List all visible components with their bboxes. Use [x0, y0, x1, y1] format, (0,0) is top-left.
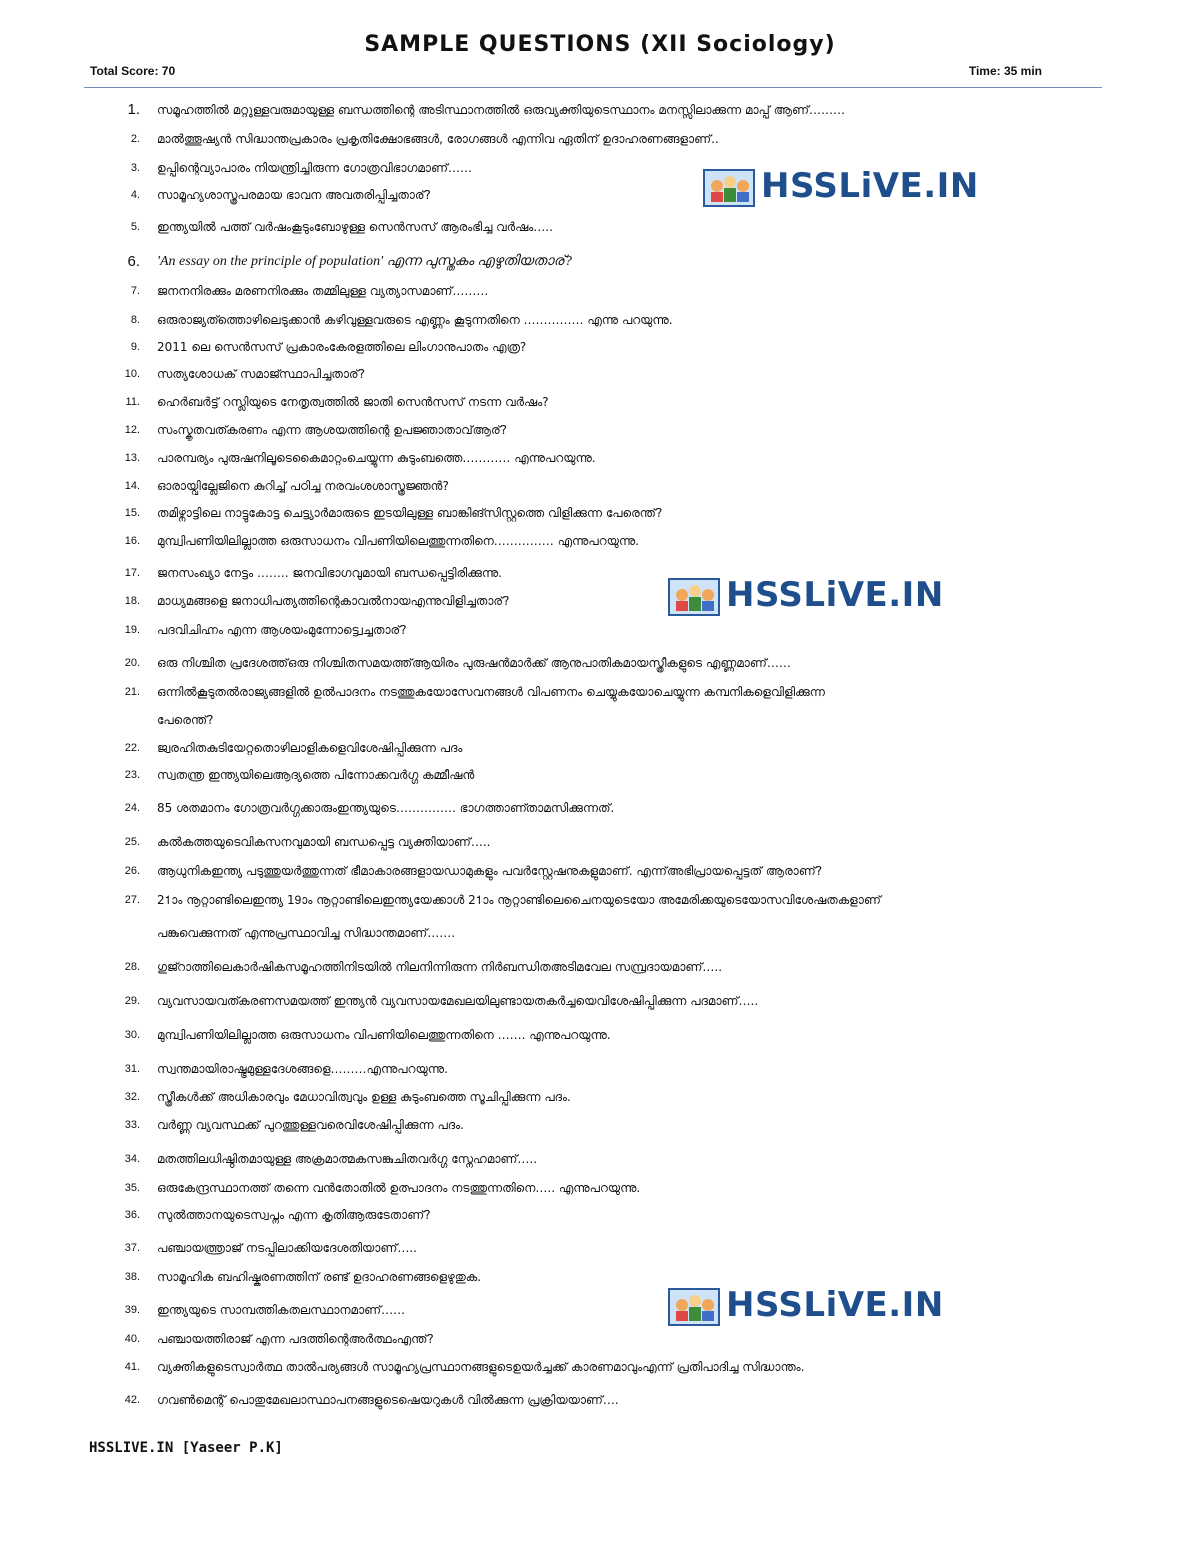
question-text: ഒരു നിശ്ചിത പ്രദേശത്ത്ഒരു നിശ്ചിതസമയത്ത്ആയിരം പുരുഷൻമാർക്ക് ആനുപാതികമായസ്ത്രീകളുടെ എണ്ണമാണ്…… [157, 656, 791, 670]
question-text: ഗുജ്റാത്തിലെകാർഷികസമൂഹത്തിനിടയിൽ നിലനിന്നിരുന്ന നിർബന്ധിതഅടിമവേല സമ്പ്രദായമാണ്….. [157, 960, 723, 974]
question-text: പഞ്ചായത്തിരാജ് എന്ന പദത്തിന്റെഅർത്ഥംഎന്ത്? [157, 1332, 434, 1346]
question-text: തമിഴ്നാട്ടിലെ നാട്ടുകോട്ട ചെട്ട്യാർമാരുടെ ഇടയിലുള്ള ബാങ്കിങ്സിസ്റ്റത്തെ വിളിക്കുന്ന പേരെന്ത്? [157, 506, 663, 520]
question-number: 39. [124, 1304, 140, 1316]
question-text: പഞ്ചായത്ത്രാജ് നടപ്പിലാക്കിയദേശതിയാണ്….. [157, 1241, 418, 1255]
question-number: 30. [124, 1029, 140, 1041]
watermark-text: HSSLiVE.IN [761, 166, 979, 206]
watermark-2 [668, 571, 944, 621]
question-number: 15. [124, 507, 140, 519]
hsslive-logo-icon [703, 168, 755, 208]
question-number: 4. [130, 189, 140, 201]
question-text: കൽകത്തയുടെവികസനവുമായി ബന്ധപ്പെട്ട വ്യക്തിയാണ്….. [157, 835, 491, 849]
question-text: വ്യവസായവത്കരണസമയത്ത് ഇന്ത്യൻ വ്യവസായമേഖലയിലുണ്ടായതകർച്ചയെവിശേഷിപ്പിക്കുന്ന പദമാണ്….. [157, 994, 759, 1008]
question-number: 25. [124, 836, 140, 848]
page-title: SAMPLE QUESTIONS (XII Sociology) [364, 32, 836, 57]
question-text: 21ാം നൂറ്റാണ്ടിലെഇന്ത്യ 19ാം നൂറ്റാണ്ടിലെഇന്ത്യയേക്കാൾ 21ാം നൂറ്റാണ്ടിലെചൈനയുടെയോ അമേരിക്കയുടെയോസവിശേഷതകളാണ് [157, 893, 881, 907]
total-score: Total Score: 70 [90, 64, 176, 78]
question-text: ഒരുരാജ്യത്ത്തൊഴിലെടുക്കാൻ കഴിവുള്ളവരുടെ എണ്ണം കൂടുന്നതിനെ …………… എന്നു പറയുന്നു. [157, 313, 673, 327]
hsslive-logo-icon [668, 577, 720, 617]
question-number: 19. [124, 624, 140, 636]
question-text: വർണ്ണ വ്യവസ്ഥക്ക് പുറത്തുള്ളവരെവിശേഷിപ്പിക്കുന്ന പദം. [157, 1118, 464, 1132]
question-text: സാമൂഹ്യശാസ്ത്രപരമായ ഭാവന അവതരിപ്പിച്ചതാര്? [157, 188, 431, 202]
question-number: 32. [124, 1091, 140, 1103]
question-text: മുമ്പ്വിപണിയിലില്ലാത്ത ഒരുസാധനം വിപണിയിലെത്തുന്നതിനെ…………… എന്നുപറയുന്നു. [157, 534, 639, 548]
question-text: സംസ്കൃതവത്കരണം എന്ന ആശയത്തിന്റെ ഉപജ്ഞാതാവ്ആര്? [157, 423, 507, 437]
question-text: സ്ത്രീകൾക്ക് അധികാരവും മേധാവിത്വവും ഉള്ള കുടുംബത്തെ സൂചിപ്പിക്കുന്ന പദം. [157, 1090, 571, 1104]
question-text: ഗവൺമെന്റ് പൊതുമേഖലാസ്ഥാപനങ്ങളുടെഷെയറുകൾ വിൽക്കുന്ന പ്രക്രിയയാണ്…. [157, 1393, 619, 1407]
header-divider [84, 87, 1102, 88]
question-text: മതത്തിലധിഷ്ഠിതമായുള്ള അക്രമാത്മകസങ്കുചിതവർഗ്ഗ സ്നേഹമാണ്….. [157, 1152, 538, 1166]
question-text: സ്വന്തമായിരാഷ്ട്രമുള്ളദേശങ്ങളെ………എന്നുപറയുന്നു. [157, 1062, 448, 1076]
question-number: 26. [124, 865, 140, 877]
question-text: ഓരായ്വില്ലേജിനെ കുറിച്ച് പഠിച്ച നരവംശശാസ്ത്രജ്ഞൻ? [157, 479, 449, 493]
question-text: ഒന്നിൽകൂടുതൽരാജ്യങ്ങളിൽ ഉൽപാദനം നടത്തുകയോസേവനങ്ങൾ വിപണനം ചെയ്യുകയോചെയ്യുന്ന കമ്പനികളെവിളിക്കുന്ന [157, 685, 825, 699]
question-number: 37. [124, 1242, 140, 1254]
question-text: ഇന്ത്യയുടെ സാമ്പത്തികതലസ്ഥാനമാണ്…… [157, 1303, 406, 1317]
question-number: 16. [124, 535, 140, 547]
question-text: ഉപ്പിന്റെവ്യാപാരം നിയന്ത്രിച്ചിരുന്ന ഗോത്രവിഭാഗമാണ്…… [157, 161, 472, 175]
watermark-text: HSSLiVE.IN [726, 1285, 944, 1325]
question-text: ജനസംഖ്യാ നേട്ടം …….. ജനവിഭാഗവുമായി ബന്ധപ്പെട്ടിരിക്കുന്നു. [157, 566, 502, 580]
question-text: സാമൂഹിക ബഹിഷ്കരണത്തിന് രണ്ട് ഉദാഹരണങ്ങളെഴുതുക. [157, 1270, 482, 1284]
question-number: 13. [124, 452, 140, 464]
question-number: 6. [127, 253, 140, 270]
question-text: ജ്വരഹിതകുടിയേറ്റതൊഴിലാളികളെവിശേഷിപ്പിക്കുന്ന പദം [157, 741, 463, 755]
question-text: പാരമ്പര്യം പുരുഷനിലൂടെകൈമാറ്റംചെയ്യുന്ന കുടുംബത്തെ………… എന്നുപറയുന്നു. [157, 451, 596, 465]
question-number: 36. [124, 1209, 140, 1221]
question-text: 'An essay on the principle of population' എന്ന പുസ്തകം എഴുതിയതാര്? [157, 254, 572, 269]
question-number: 9. [130, 341, 140, 353]
question-text-continued: പങ്കുവെക്കുന്നത് എന്നുപ്രസ്ഥാവിച്ച സിദ്ധാന്തമാണ്……. [157, 926, 456, 940]
question-text: സത്യശോധക് സമാജ്സ്ഥാപിച്ചതാര്? [157, 367, 365, 381]
question-number: 31. [124, 1063, 140, 1075]
question-text: മാൽത്തൂഷ്യൻ സിദ്ധാന്തപ്രകാരം പ്രകൃതിക്ഷോഭങ്ങൾ, രോഗങ്ങൾ എന്നിവ ഏതിന് ഉദാഹരണങ്ങളാണ്.. [157, 132, 719, 146]
question-text: സുൽത്താനയുടെസ്വപ്നം എന്ന കൃതിആരുടേതാണ്? [157, 1208, 431, 1222]
question-text: ഇന്ത്യയിൽ പത്ത് വർഷംകൂടുംബോഴുള്ള സെൻസസ് ആരംഭിച്ച വർഷം….. [157, 220, 553, 234]
question-number: 17. [124, 567, 140, 579]
question-number: 40. [124, 1333, 140, 1345]
question-text: ഹെർബർട്ട് റസ്ലിയുടെ നേതൃത്വത്തിൽ ജാതി സെൻസസ് നടന്ന വർഷം? [157, 395, 549, 409]
question-number: 29. [124, 995, 140, 1007]
question-text: 2011 ലെ സെൻസസ് പ്രകാരംകേരളത്തിലെ ലിംഗാനുപാതം എത്ര? [157, 340, 527, 354]
question-text: ജനനനിരക്കും മരണനിരക്കും തമ്മിലുള്ള വ്യത്യാസമാണ്……… [157, 284, 489, 298]
question-number: 18. [124, 595, 140, 607]
question-text: മുമ്പ്വിപണിയിലില്ലാത്ത ഒരുസാധനം വിപണിയിലെത്തുന്നതിനെ ……. എന്നുപറയുന്നു. [157, 1028, 611, 1042]
question-number: 27. [124, 894, 140, 906]
footer-credit: HSSLIVE.IN [Yaseer P.K] [89, 1440, 283, 1456]
question-text: ആധുനികഇന്ത്യ പടുത്തുയർത്തുന്നത് ഭീമാകാരങ്ങളായഡാമുകളും പവർസ്റ്റേഷനുകളുമാണ്. എന്ന്അഭിപ്രായപ്പെട്ടത് ആരാണ്? [157, 864, 823, 878]
question-text-continued: പേരെന്ത്? [157, 713, 214, 727]
question-number: 8. [130, 314, 140, 326]
question-number: 10. [124, 368, 140, 380]
question-number: 22. [124, 742, 140, 754]
question-number: 23. [124, 769, 140, 781]
question-text: പദവിചിഹ്നം എന്ന ആശയംമുന്നോട്ട്വെച്ചതാര്? [157, 623, 407, 637]
question-number: 20. [124, 657, 140, 669]
question-text: സമൂഹത്തിൽ മറ്റുള്ളവരുമായുള്ള ബന്ധത്തിന്റെ അടിസ്ഥാനത്തിൽ ഒരുവ്യക്തിയുടെസ്ഥാനം മനസ്സിലാക്കുന്ന മാപ്പ് ആണ്……… [157, 103, 845, 117]
question-number: 11. [125, 396, 140, 408]
question-number: 14. [124, 480, 140, 492]
watermark-text: HSSLiVE.IN [726, 575, 944, 615]
watermark-1 [703, 162, 979, 212]
question-text: 85 ശതമാനം ഗോത്രവർഗ്ഗക്കാരുംഇന്ത്യയുടെ…………… ഭാഗത്താണ്താമസിക്കുന്നത്. [157, 801, 615, 815]
question-number: 21. [124, 686, 140, 698]
question-number: 33. [124, 1119, 140, 1131]
question-number: 28. [124, 961, 140, 973]
hsslive-logo-icon [668, 1287, 720, 1327]
question-number: 35. [124, 1182, 140, 1194]
question-number: 12. [124, 424, 140, 436]
question-number: 3. [130, 162, 140, 174]
question-text: സ്വതന്ത്ര ഇന്ത്യയിലെആദ്യത്തെ പിന്നോക്കവർഗ്ഗ കമ്മീഷൻ [157, 768, 475, 782]
question-number: 42. [124, 1394, 140, 1406]
question-number: 7. [130, 285, 140, 297]
question-number: 2. [130, 133, 140, 145]
time-limit: Time: 35 min [968, 64, 1042, 78]
question-number: 24. [124, 802, 140, 814]
watermark-3 [668, 1281, 944, 1331]
question-number: 41. [124, 1361, 140, 1373]
question-number: 5. [130, 221, 140, 233]
question-number: 1. [127, 101, 140, 118]
question-text: മാധ്യമങ്ങളെ ജനാധിപത്യത്തിന്റെകാവൽനായഎന്നുവിളിച്ചതാര്? [157, 594, 510, 608]
question-number: 34. [124, 1153, 140, 1165]
question-text: ഒരുകേന്ദ്രസ്ഥാനത്ത് തന്നെ വൻതോതിൽ ഉത്പാദനം നടത്തുന്നതിനെ….. എന്നുപറയുന്നു. [157, 1181, 641, 1195]
question-number: 38. [124, 1271, 140, 1283]
question-text: വ്യക്തികളുടെസ്വാർത്ഥ താൽപര്യങ്ങൾ സാമൂഹ്യപ്രസ്ഥാനങ്ങളുടെഉയർച്ചക്ക് കാരണമാവുംഎന്ന് പ്രതിപാദിച്ച സിദ്ധാന്തം. [157, 1360, 805, 1374]
